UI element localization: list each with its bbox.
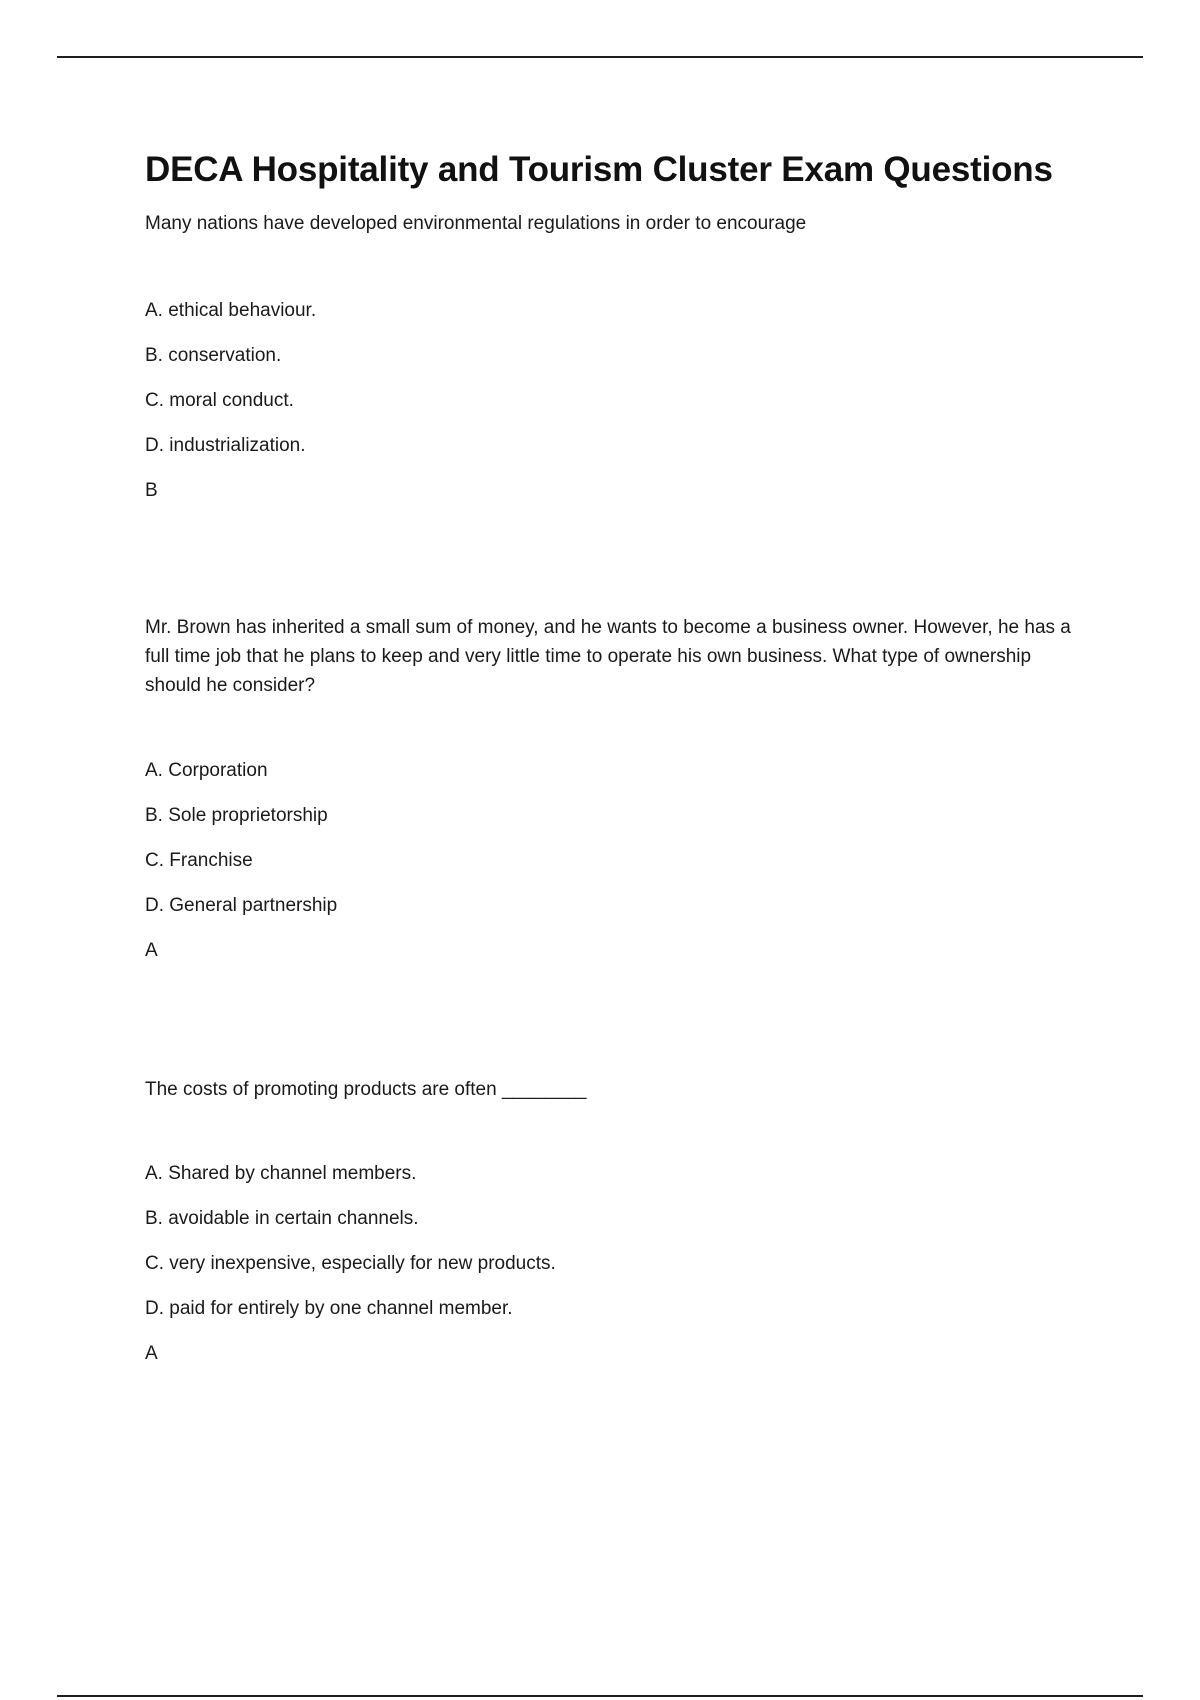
option-b: B. avoidable in certain channels.: [145, 1208, 419, 1229]
answer-key: A: [145, 1343, 158, 1364]
document-title: DECA Hospitality and Tourism Cluster Exam Questions: [145, 150, 1053, 189]
option-a: A. ethical behaviour.: [145, 300, 317, 321]
question-text: Many nations have developed environmental regulations in order to encourage: [145, 213, 807, 234]
top-rule: [57, 56, 1143, 58]
question-text: The costs of promoting products are often ________: [145, 1079, 587, 1100]
option-b: B. conservation.: [145, 345, 282, 366]
option-c: C. moral conduct.: [145, 390, 294, 411]
option-list: [145, 1162, 1075, 1321]
option-list: [145, 759, 1075, 918]
option-c: C. Franchise: [145, 850, 253, 871]
answer-key: A: [145, 940, 158, 961]
option-d: D. paid for entirely by one channel member.: [145, 1298, 513, 1319]
option-list: [145, 299, 1075, 458]
bottom-rule: [57, 1695, 1143, 1697]
question-2: [145, 613, 1075, 963]
option-d: D. General partnership: [145, 895, 338, 916]
option-d: D. industrialization.: [145, 435, 306, 456]
option-c: C. very inexpensive, especially for new products.: [145, 1253, 556, 1274]
option-a: A. Shared by channel members.: [145, 1163, 417, 1184]
question-1: [145, 209, 1075, 503]
answer-key: B: [145, 480, 158, 501]
question-text: Mr. Brown has inherited a small sum of money, and he wants to become a business owner. However, he has a full time job that he plans to keep and very little time to operate his own business. What type of ownership should he consider?: [145, 617, 1071, 696]
document-content: [145, 148, 1075, 1366]
option-b: B. Sole proprietorship: [145, 805, 328, 826]
question-3: [145, 1075, 1075, 1366]
option-a: A. Corporation: [145, 760, 268, 781]
